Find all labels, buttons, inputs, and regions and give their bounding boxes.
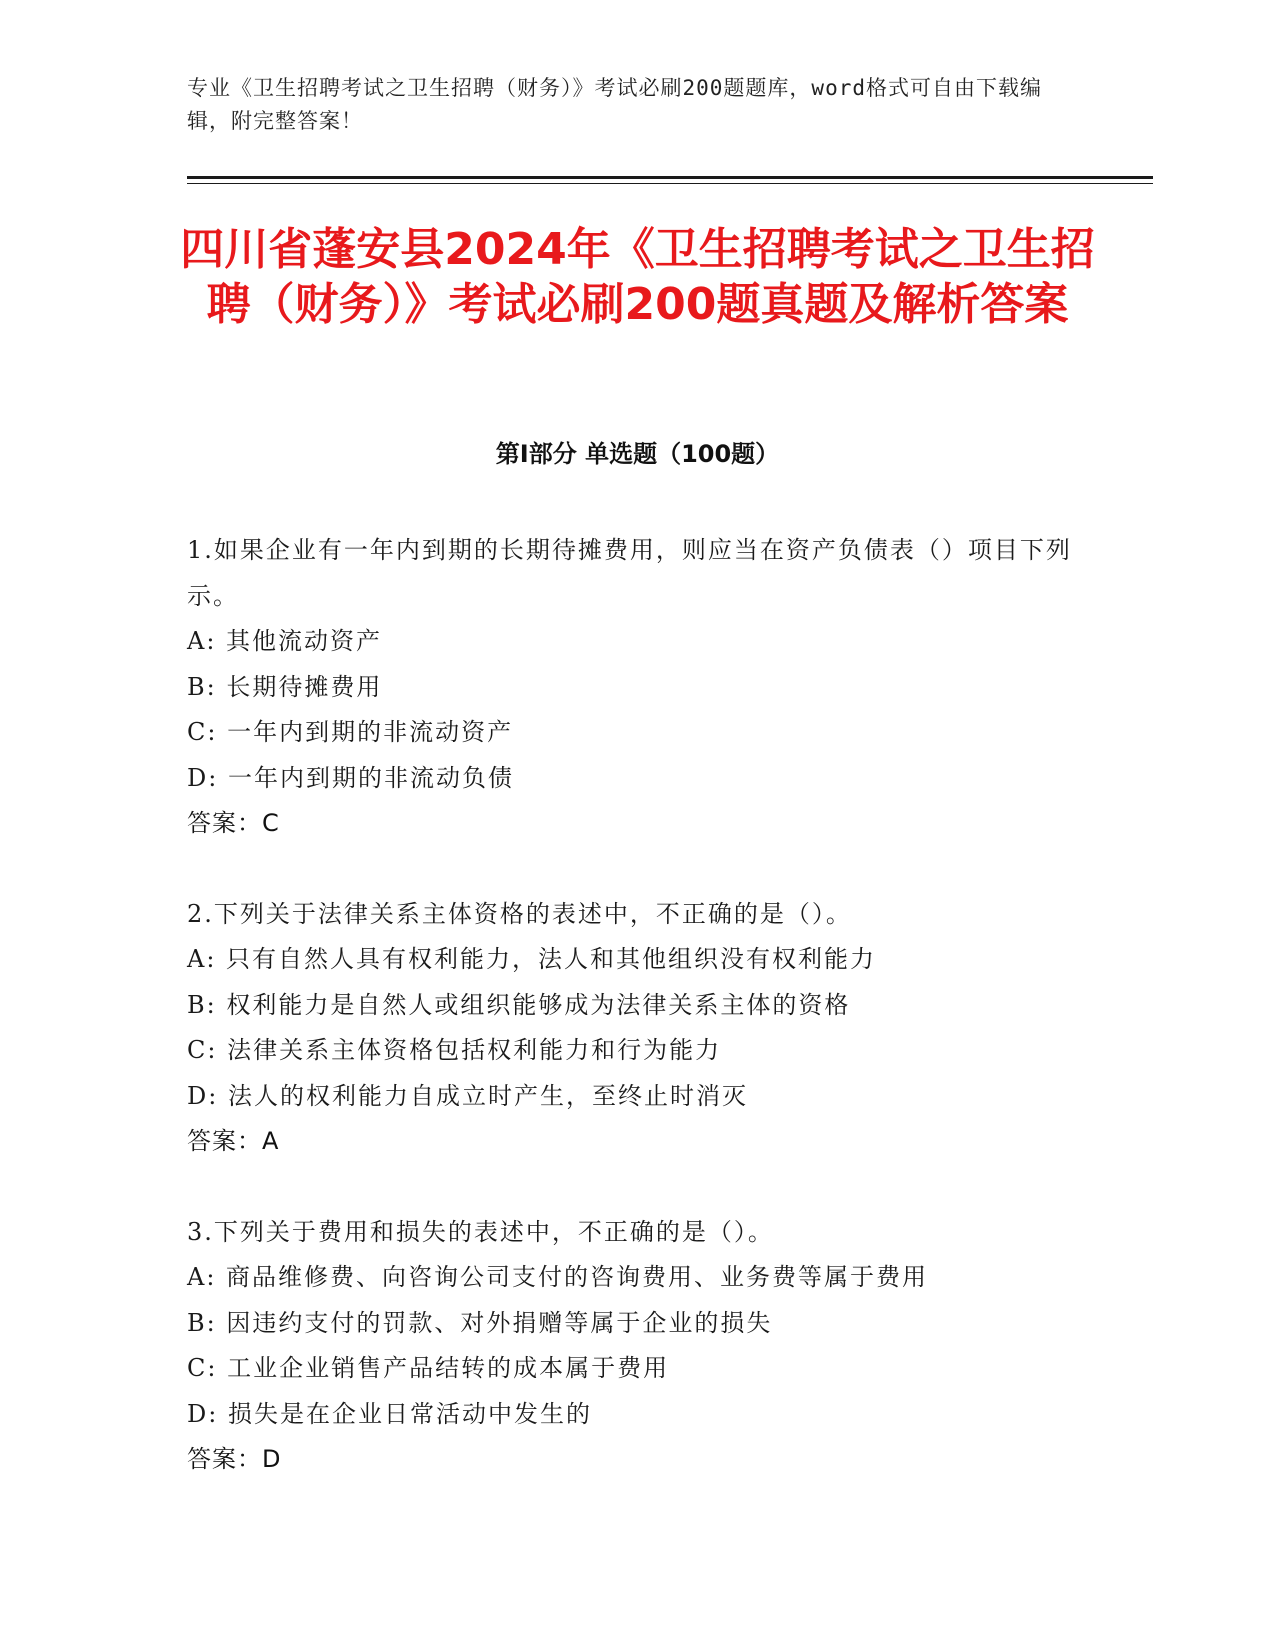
document-title: 四川省蓬安县2024年《卫生招聘考试之卫生招聘（财务）》考试必刷200题真题及解析答案	[180, 224, 1095, 330]
header-divider-thin	[187, 183, 1153, 184]
option-b: B: 权利能力是自然人或组织能够成为法律关系主体的资格	[187, 990, 851, 1019]
option-a: A: 只有自然人具有权利能力，法人和其他组织没有权利能力	[187, 945, 877, 973]
option-d: D: 一年内到期的非流动负债	[187, 763, 514, 792]
option-b: B: 长期待摊费用	[187, 672, 383, 701]
question-2	[187, 892, 1087, 1165]
section-title: 第Ⅰ部分 单选题（100题）	[495, 440, 780, 468]
header-note: 专业《卫生招聘考试之卫生招聘（财务）》考试必刷200题题库，word格式可自由下载编辑，附完整答案！	[187, 76, 1042, 133]
option-b: B: 因违约支付的罚款、对外捐赠等属于企业的损失	[187, 1308, 773, 1337]
option-a: A: 商品维修费、向咨询公司支付的咨询费用、业务费等属于费用	[187, 1263, 929, 1291]
question-3	[187, 1210, 1087, 1483]
option-d: D: 损失是在企业日常活动中发生的	[187, 1399, 592, 1428]
question-list	[187, 528, 1087, 1528]
option-a: A: 其他流动资产	[187, 627, 383, 655]
option-c: C: 法律关系主体资格包括权利能力和行为能力	[187, 1036, 722, 1064]
option-c: C: 一年内到期的非流动资产	[187, 718, 514, 746]
question-stem: 1.如果企业有一年内到期的长期待摊费用，则应当在资产负债表（）项目下列示。	[187, 536, 1072, 610]
answer: 答案：A	[187, 1127, 280, 1155]
header-divider-thick	[187, 176, 1153, 179]
question-1	[187, 528, 1087, 847]
option-d: D: 法人的权利能力自成立时产生，至终止时消灭	[187, 1081, 748, 1110]
answer: 答案：D	[187, 1445, 282, 1473]
option-c: C: 工业企业销售产品结转的成本属于费用	[187, 1354, 670, 1382]
answer: 答案：C	[187, 809, 280, 837]
question-stem: 3.下列关于费用和损失的表述中，不正确的是（）。	[187, 1217, 774, 1246]
question-stem: 2.下列关于法律关系主体资格的表述中，不正确的是（）。	[187, 899, 852, 928]
